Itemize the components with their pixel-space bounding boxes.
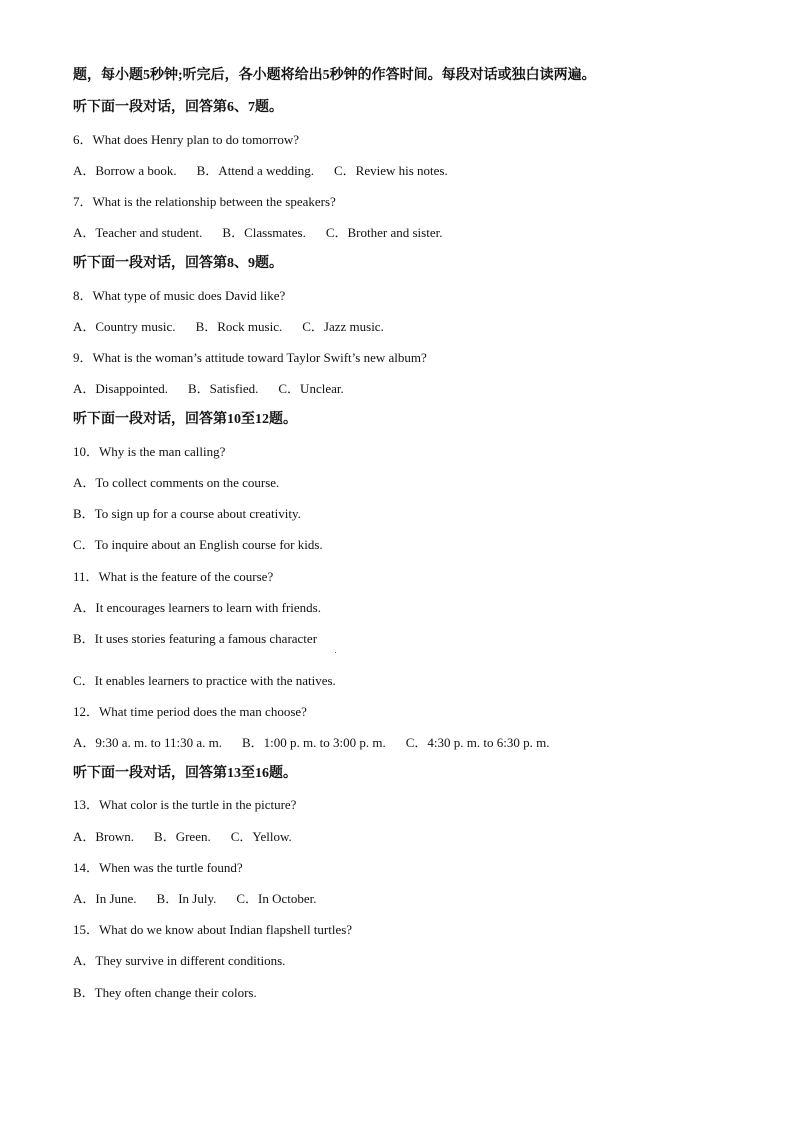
question-8: 8．What type of music does David like? [73,288,286,303]
option-b: B．Classmates. [222,225,306,240]
option-a: A．Borrow a book. [73,163,177,178]
option-c: C．Review his notes. [333,163,448,178]
question-11: 11．What is the feature of the course? [73,569,274,584]
option-a: A．In June. [73,891,137,906]
question-13: 13．What color is the turtle in the picture? [73,797,297,812]
option-b: B．Satisfied. [187,381,259,396]
option-b: B．In July. [156,891,217,906]
options-6 [73,163,448,179]
option-a: A．Country music. [73,319,176,334]
option-b: B．1:00 p. m. to 3:00 p. m. [242,735,386,750]
question-14: 14．When was the turtle found? [73,860,243,875]
option-b: B．Rock music. [195,319,283,334]
options-12 [73,735,549,751]
option-c: C．It enables learners to practice with the natives. [73,673,336,688]
question-10: 10．Why is the man calling? [73,444,226,459]
section-heading: 听下面一段对话，回答第6、7题。 [73,100,283,115]
section-heading: 听下面一段对话，回答第13至16题。 [73,766,297,781]
section-heading: 听下面一段对话，回答第8、9题。 [73,256,283,271]
option-b: B．To sign up for a course about creativity. [73,506,301,521]
option-a: A．To collect comments on the course. [73,475,280,490]
options-14 [73,891,317,907]
option-a: A．Teacher and student. [73,225,203,240]
section-heading: 听下面一段对话，回答第10至12题。 [73,412,297,427]
option-c: C．4:30 p. m. to 6:30 p. m. [405,735,550,750]
question-6: 6．What does Henry plan to do tomorrow? [73,132,300,147]
option-a: A．9:30 a. m. to 11:30 a. m. [73,735,223,750]
question-7: 7．What is the relationship between the speakers? [73,194,336,209]
option-a: A．It encourages learners to learn with friends. [73,600,321,615]
options-7 [73,225,442,241]
options-13 [73,829,292,845]
option-b: B．Attend a wedding. [196,163,314,178]
options-9 [73,381,344,397]
option-b: B．Green. [154,829,211,844]
options-8 [73,319,384,335]
option-c: C．Brother and sister. [325,225,443,240]
option-c: C．In October. [236,891,317,906]
intro-text: 题，每小题5秒钟;听完后，各小题将给出5秒钟的作答时间。每段对话或独白读两遍。 [73,68,596,83]
option-a: A．Disappointed. [73,381,168,396]
option-c: C．Unclear. [278,381,344,396]
option-b: B．They often change their colors. [73,985,257,1000]
question-12: 12．What time period does the man choose? [73,704,307,719]
option-a: A．Brown. [73,829,135,844]
option-c: C．To inquire about an English course for kids. [73,537,323,552]
option-b: B．It uses stories featuring a famous character [73,631,318,646]
option-a: A．They survive in different conditions. [73,953,286,968]
question-9: 9．What is the woman’s attitude toward Taylor Swift’s new album? [73,350,427,365]
question-15: 15．What do we know about Indian flapshell turtles? [73,922,353,937]
option-c: C．Yellow. [230,829,292,844]
option-c: C．Jazz music. [302,319,384,334]
stray-dot [335,652,336,653]
